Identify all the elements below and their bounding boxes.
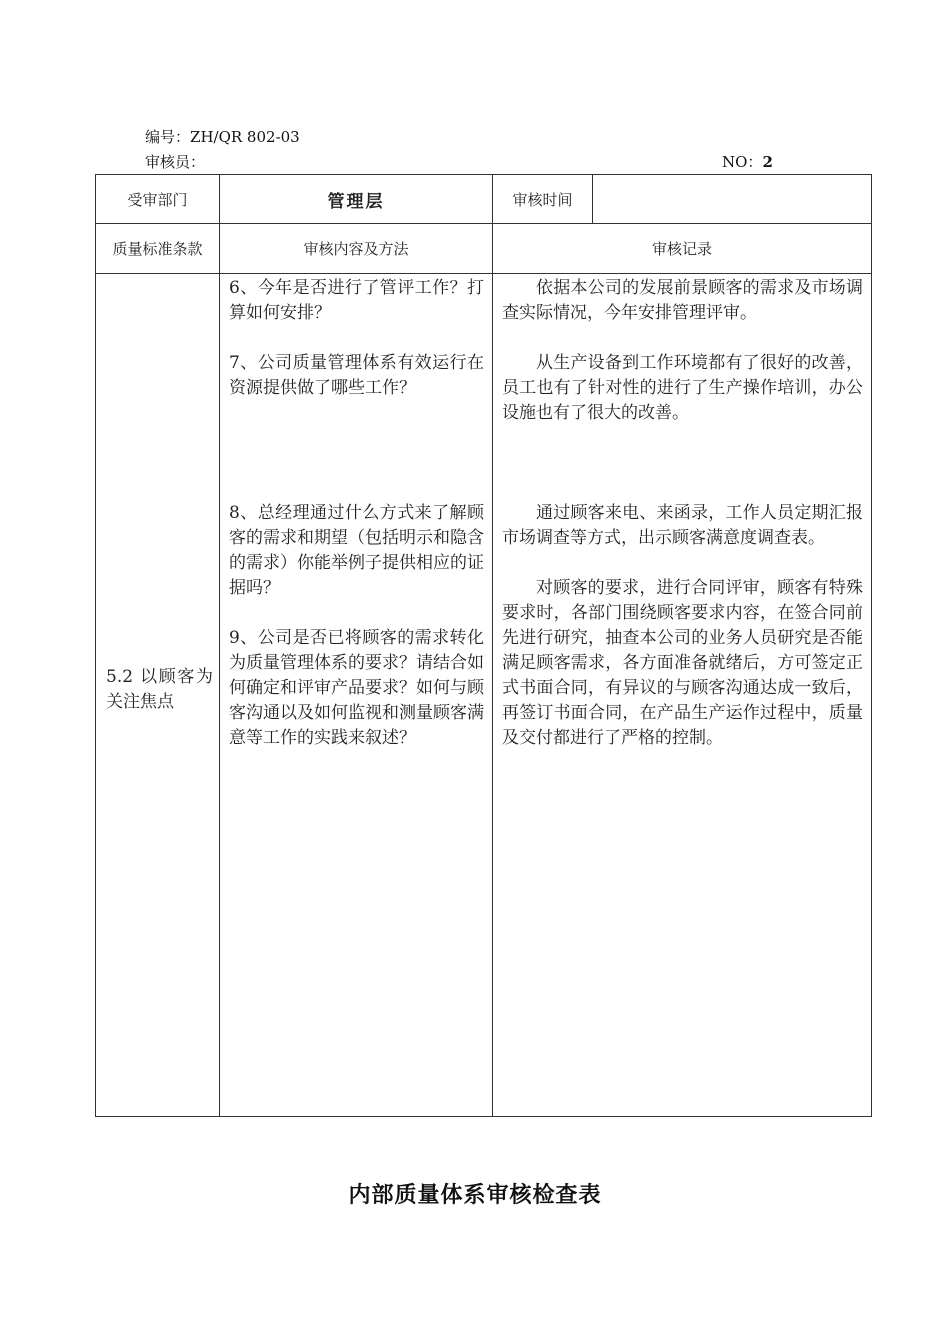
auditor-label: 审核员： <box>145 153 206 171</box>
dept-value: 管理层 <box>327 191 385 212</box>
department-row <box>96 175 872 224</box>
col-header-clause: 质量标准条款 <box>112 240 203 258</box>
sheet-number-label: NO： <box>722 153 763 171</box>
document-code-value: ZH/QR 802-03 <box>190 128 300 146</box>
clause-cell <box>96 274 220 1117</box>
auditor-field <box>145 153 205 171</box>
clause-text: 5.2 以顾客为关注焦点 <box>106 667 213 712</box>
col-header-clause-cell <box>96 224 220 274</box>
content-row <box>96 274 872 1117</box>
column-header-row <box>96 224 872 274</box>
dept-label-cell <box>96 175 220 224</box>
col-header-content-cell <box>220 224 493 274</box>
col-header-content: 审核内容及方法 <box>303 240 409 258</box>
record-2: 从生产设备到工作环境都有了很好的改善，员工也有了针对性的进行了生产操作培训，办公设施也有了很大的改善。 <box>502 353 863 423</box>
record-4: 对顾客的要求，进行合同评审，顾客有特殊要求时，各部门围绕顾客要求内容，在签合同前先进行研究，抽查本公司的业务人员研究是否能满足顾客需求，各方面准备就绪后，方可签定正式书面合同，有异议的与顾客沟通达成一致后，再签订书面合同，在产品生产运作过程中，质量及交付都进行了严格的控制。 <box>502 578 863 748</box>
audit-time-label: 审核时间 <box>512 190 573 209</box>
sheet-number <box>722 153 773 171</box>
document-code <box>145 128 300 146</box>
form-title: 内部质量体系审核检查表 <box>348 1183 602 1208</box>
audit-checklist-table <box>95 174 872 1117</box>
dept-label: 受审部门 <box>127 190 188 209</box>
sheet-number-value: 2 <box>762 153 773 171</box>
question-6: 6、今年是否进行了管评工作？打算如何安排？ <box>229 278 484 323</box>
dept-value-cell <box>220 175 493 224</box>
col-header-record: 审核记录 <box>651 240 712 258</box>
record-3: 通过顾客来电、来函录，工作人员定期汇报市场调查等方式，出示顾客满意度调查表。 <box>502 503 863 548</box>
question-7: 7、公司质量管理体系有效运行在资源提供做了哪些工作？ <box>229 353 484 398</box>
question-8: 8、总经理通过什么方式来了解顾客的需求和期望（包括明示和隐含的需求）你能举例子提供相应的证据吗？ <box>229 503 484 598</box>
question-9: 9、公司是否已将顾客的需求转化为质量管理体系的要求？请结合如何确定和评审产品要求？如何与顾客沟通以及如何监视和测量顾客满意等工作的实践来叙述？ <box>229 628 484 748</box>
record-1: 依据本公司的发展前景顾客的需求及市场调查实际情况，今年安排管理评审。 <box>502 278 863 323</box>
document-code-label: 编号： <box>145 128 191 146</box>
audit-time-label-cell <box>493 175 593 224</box>
audit-time-value-cell <box>593 175 872 224</box>
records-cell <box>493 274 872 1117</box>
col-header-record-cell <box>493 224 872 274</box>
questions-cell <box>220 274 493 1117</box>
